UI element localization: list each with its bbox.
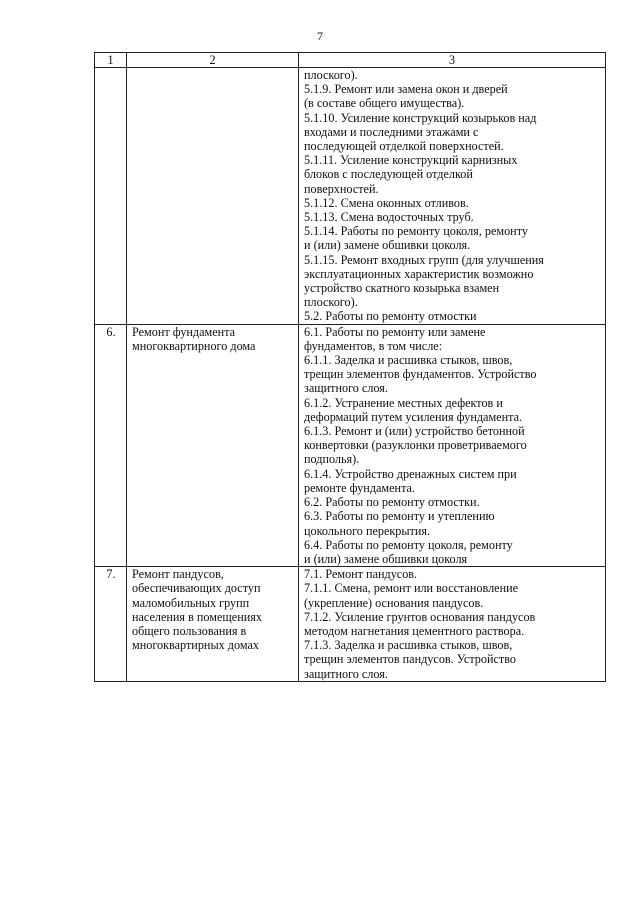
- column-header-name: 2: [127, 53, 299, 68]
- work-item-line: 7.1.2. Усиление грунтов основания пандусов: [304, 609, 536, 624]
- work-item-line: плоского).: [304, 295, 358, 310]
- work-item-line: 6.1. Работы по ремонту или замене: [304, 324, 486, 339]
- work-item-line: 5.2. Работы по ремонту отмостки: [304, 309, 477, 324]
- repair-type-cell: [127, 567, 299, 682]
- work-item-line: последующей отделкой поверхностей.: [304, 139, 504, 154]
- work-item-line: ремонте фундамента.: [304, 480, 416, 495]
- work-item-line: 5.1.11. Усиление конструкций карнизных: [304, 153, 518, 168]
- work-item-line: 5.1.10. Усиление конструкций козырьков над: [304, 110, 537, 125]
- repair-type-line: Ремонт пандусов,: [132, 567, 224, 582]
- table-row: [95, 68, 606, 325]
- work-item-line: методом нагнетания цементного раствора.: [304, 623, 525, 638]
- row-number: [95, 68, 127, 325]
- works-list-cell: [299, 68, 606, 325]
- work-item-line: 6.4. Работы по ремонту цоколя, ремонту: [304, 537, 513, 552]
- column-header-works: 3: [299, 53, 606, 68]
- table-header-row: [95, 53, 606, 68]
- page-number: 7: [317, 29, 323, 43]
- work-item-line: эксплуатационных характеристик возможно: [304, 266, 534, 281]
- work-item-line: 6.1.3. Ремонт и (или) устройство бетонной: [304, 424, 525, 439]
- works-table: [94, 52, 606, 682]
- work-item-line: (в составе общего имущества).: [304, 96, 465, 111]
- work-item-line: 6.3. Работы по ремонту и утеплению: [304, 509, 495, 524]
- work-item-line: фундаментов, в том числе:: [304, 338, 443, 353]
- work-item-line: 7.1.3. Заделка и расшивка стыков, швов,: [304, 638, 513, 653]
- work-item-line: плоского).: [304, 68, 358, 82]
- repair-type-cell: [127, 324, 299, 566]
- work-item-line: 6.1.2. Устранение местных дефектов и: [304, 395, 503, 410]
- work-item-line: 6.2. Работы по ремонту отмостки.: [304, 495, 480, 510]
- work-item-line: цокольного перекрытия.: [304, 523, 431, 538]
- row-number: 7.: [95, 567, 127, 682]
- repair-type-line: многоквартирных домах: [132, 638, 259, 653]
- table-row: [95, 324, 606, 566]
- repair-type-line: общего пользования в: [132, 623, 247, 638]
- works-list-cell: [299, 324, 606, 566]
- work-item-line: трещин элементов пандусов. Устройство: [304, 652, 517, 667]
- work-item-line: 5.1.14. Работы по ремонту цоколя, ремонту: [304, 224, 528, 239]
- table-row: [95, 567, 606, 682]
- work-item-line: устройство скатного козырька взамен: [304, 281, 500, 296]
- column-header-number: 1: [95, 53, 127, 68]
- work-item-line: входами и последними этажами с: [304, 124, 479, 139]
- work-item-line: 5.1.15. Ремонт входных групп (для улучшения: [304, 252, 544, 267]
- work-item-line: трещин элементов фундаментов. Устройство: [304, 367, 537, 382]
- work-item-line: 5.1.13. Смена водосточных труб.: [304, 210, 474, 225]
- work-item-line: конвертовки (разуклонки проветриваемого: [304, 438, 527, 453]
- work-item-line: защитного слоя.: [304, 381, 388, 396]
- work-item-line: 7.1.1. Смена, ремонт или восстановление: [304, 581, 519, 596]
- work-item-line: 7.1. Ремонт пандусов.: [304, 567, 418, 582]
- work-item-line: деформаций путем усиления фундамента.: [304, 409, 523, 424]
- work-item-line: 6.1.4. Устройство дренажных систем при: [304, 466, 517, 481]
- work-item-line: и (или) замене обшивки цоколя: [304, 551, 468, 566]
- repair-type-line: обеспечивающих доступ: [132, 581, 261, 596]
- work-item-line: и (или) замене обшивки цоколя.: [304, 238, 471, 253]
- work-item-line: защитного слоя.: [304, 666, 388, 681]
- repair-type-line: Ремонт фундамента: [132, 324, 236, 339]
- work-item-line: (укрепление) основания пандусов.: [304, 595, 484, 610]
- work-item-line: 6.1.1. Заделка и расшивка стыков, швов,: [304, 353, 513, 368]
- work-item-line: 5.1.12. Смена оконных отливов.: [304, 195, 469, 210]
- repair-type-line: многоквартирного дома: [132, 338, 256, 353]
- repair-type-cell: [127, 68, 299, 325]
- work-item-line: блоков с последующей отделкой: [304, 167, 473, 182]
- work-item-line: поверхностей.: [304, 181, 379, 196]
- row-number: 6.: [95, 324, 127, 566]
- work-item-line: подполья).: [304, 452, 360, 467]
- works-list-cell: [299, 567, 606, 682]
- repair-type-line: населения в помещениях: [132, 609, 262, 624]
- work-item-line: 5.1.9. Ремонт или замена окон и дверей: [304, 82, 508, 97]
- repair-type-line: маломобильных групп: [132, 595, 250, 610]
